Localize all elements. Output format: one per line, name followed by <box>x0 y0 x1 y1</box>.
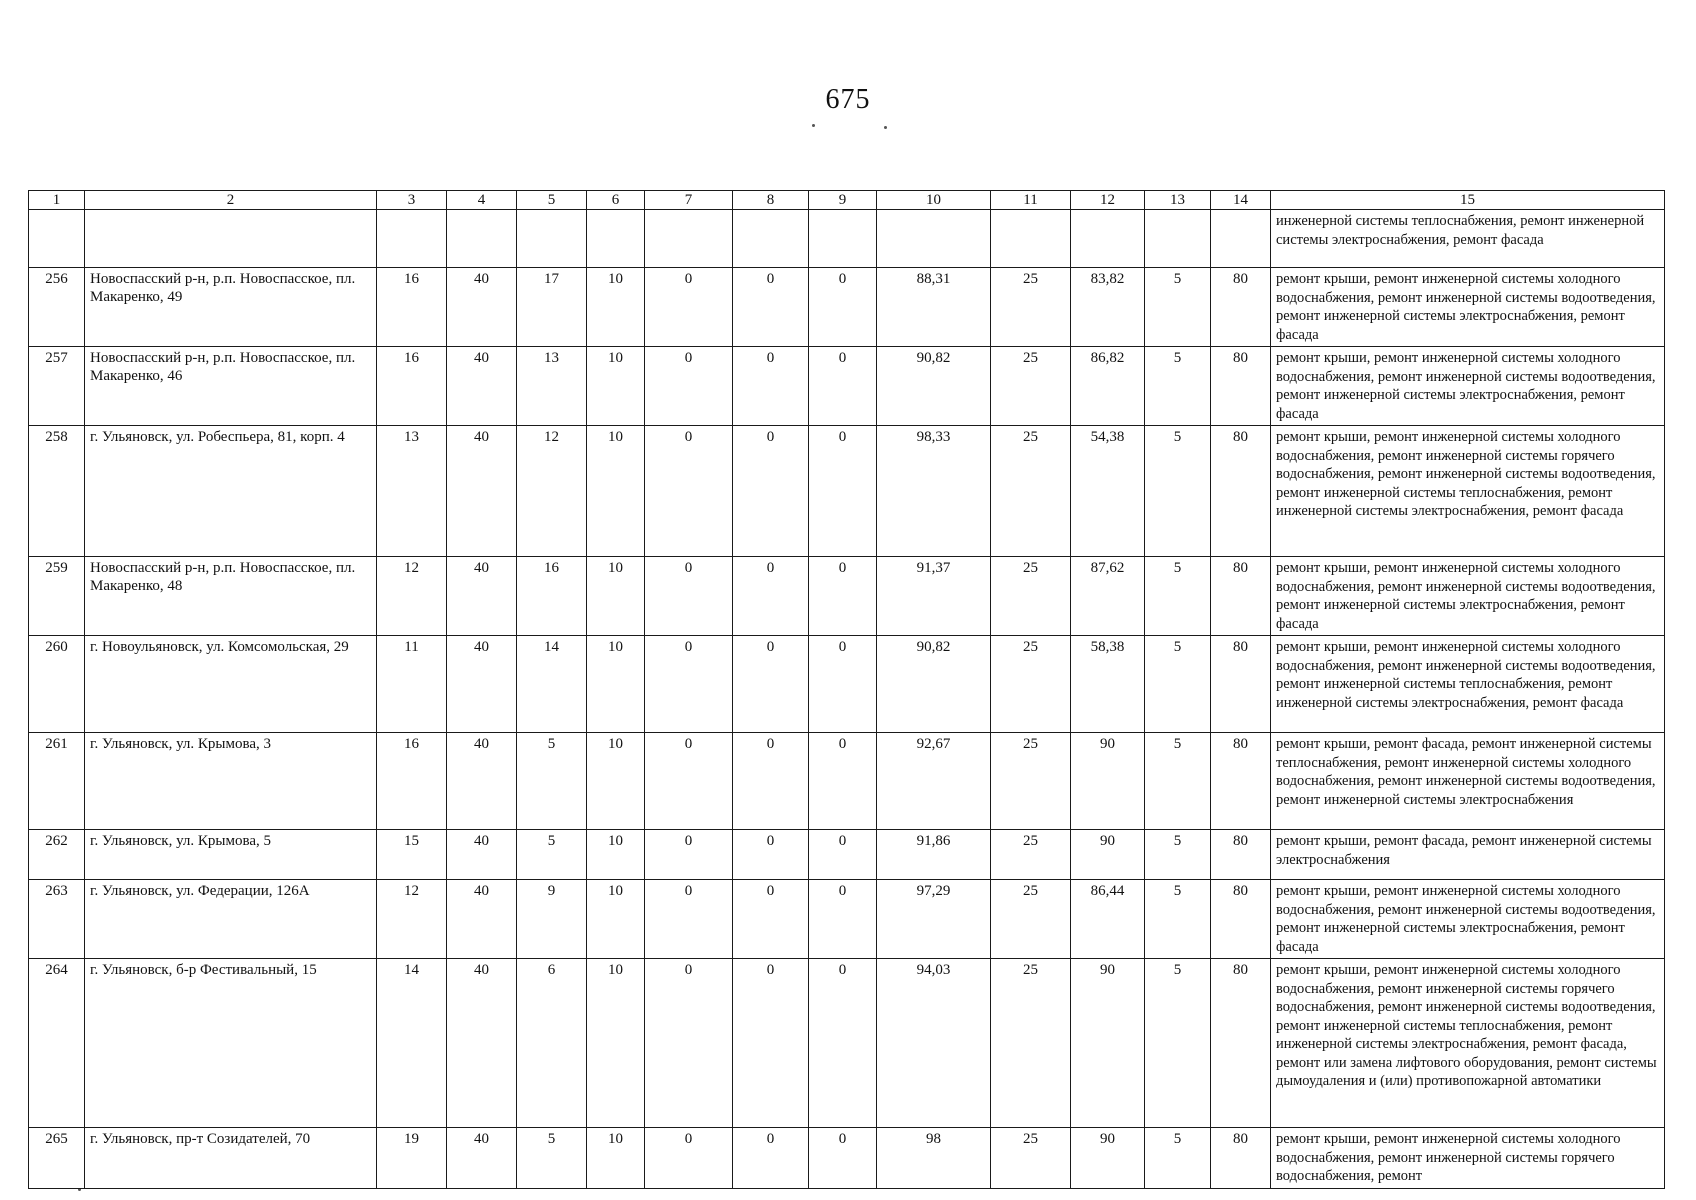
value-cell-col-13 <box>1145 210 1211 268</box>
column-header: 4 <box>447 191 517 210</box>
works-list-cell: ремонт крыши, ремонт инженерной системы холодного водоснабжения, ремонт инженерной системы водоотведения, ремонт инженерной системы электроснабжения, ремонт фасада <box>1271 557 1665 636</box>
value-cell-col-11: 25 <box>991 830 1071 880</box>
value-cell-col-14: 80 <box>1211 426 1271 557</box>
value-cell-col-6: 10 <box>587 880 645 959</box>
column-header: 10 <box>877 191 991 210</box>
value-cell-col-3: 12 <box>377 557 447 636</box>
scan-speck <box>812 124 815 127</box>
value-cell-col-4: 40 <box>447 347 517 426</box>
works-list-cell: ремонт крыши, ремонт инженерной системы холодного водоснабжения, ремонт инженерной системы горячего водоснабжения, ремонт инженерной системы водоотведения, ремонт инженерной системы теплоснабжения, ремонт инженерной системы электроснабжения, ремонт фасада <box>1271 426 1665 557</box>
table-row <box>29 636 1665 733</box>
value-cell-col-3: 12 <box>377 880 447 959</box>
value-cell-col-13: 5 <box>1145 733 1211 830</box>
value-cell-col-8: 0 <box>733 426 809 557</box>
value-cell-col-8: 0 <box>733 557 809 636</box>
address-cell: г. Ульяновск, б-р Фестивальный, 15 <box>85 959 377 1128</box>
value-cell-col-3: 19 <box>377 1128 447 1189</box>
value-cell-col-14: 80 <box>1211 830 1271 880</box>
value-cell-col-11: 25 <box>991 1128 1071 1189</box>
value-cell-col-7 <box>645 210 733 268</box>
value-cell-col-14: 80 <box>1211 1128 1271 1189</box>
scan-speck <box>884 126 887 129</box>
value-cell-col-4: 40 <box>447 959 517 1128</box>
value-cell-col-11: 25 <box>991 733 1071 830</box>
column-header: 5 <box>517 191 587 210</box>
value-cell-col-6: 10 <box>587 268 645 347</box>
row-number-cell <box>29 210 85 268</box>
value-cell-col-5: 14 <box>517 636 587 733</box>
value-cell-col-13: 5 <box>1145 636 1211 733</box>
value-cell-col-14: 80 <box>1211 557 1271 636</box>
value-cell-col-9 <box>809 210 877 268</box>
value-cell-col-12 <box>1071 210 1145 268</box>
value-cell-col-10 <box>877 210 991 268</box>
value-cell-col-13: 5 <box>1145 959 1211 1128</box>
value-cell-col-7: 0 <box>645 268 733 347</box>
works-list-cell: ремонт крыши, ремонт инженерной системы холодного водоснабжения, ремонт инженерной системы горячего водоснабжения, ремонт <box>1271 1128 1665 1189</box>
value-cell-col-8: 0 <box>733 959 809 1128</box>
value-cell-col-13: 5 <box>1145 1128 1211 1189</box>
address-cell: Новоспасский р-н, р.п. Новоспасское, пл. Макаренко, 48 <box>85 557 377 636</box>
address-cell: Новоспасский р-н, р.п. Новоспасское, пл. Макаренко, 46 <box>85 347 377 426</box>
value-cell-col-4: 40 <box>447 426 517 557</box>
value-cell-col-12: 54,38 <box>1071 426 1145 557</box>
value-cell-col-6: 10 <box>587 1128 645 1189</box>
value-cell-col-10: 91,37 <box>877 557 991 636</box>
value-cell-col-9: 0 <box>809 268 877 347</box>
value-cell-col-10: 90,82 <box>877 347 991 426</box>
value-cell-col-6: 10 <box>587 830 645 880</box>
value-cell-col-10: 90,82 <box>877 636 991 733</box>
value-cell-col-13: 5 <box>1145 347 1211 426</box>
value-cell-col-8: 0 <box>733 733 809 830</box>
value-cell-col-10: 97,29 <box>877 880 991 959</box>
value-cell-col-6: 10 <box>587 426 645 557</box>
value-cell-col-8: 0 <box>733 636 809 733</box>
value-cell-col-5: 5 <box>517 733 587 830</box>
value-cell-col-3: 15 <box>377 830 447 880</box>
value-cell-col-12: 86,82 <box>1071 347 1145 426</box>
value-cell-col-8: 0 <box>733 880 809 959</box>
value-cell-col-10: 94,03 <box>877 959 991 1128</box>
table-row <box>29 426 1665 557</box>
value-cell-col-12: 83,82 <box>1071 268 1145 347</box>
address-cell: г. Новоульяновск, ул. Комсомольская, 29 <box>85 636 377 733</box>
table-row <box>29 880 1665 959</box>
works-list-cell: ремонт крыши, ремонт инженерной системы холодного водоснабжения, ремонт инженерной системы водоотведения, ремонт инженерной системы электроснабжения, ремонт фасада <box>1271 347 1665 426</box>
table-row <box>29 557 1665 636</box>
value-cell-col-6: 10 <box>587 347 645 426</box>
address-cell: г. Ульяновск, пр-т Созидателей, 70 <box>85 1128 377 1189</box>
value-cell-col-12: 90 <box>1071 959 1145 1128</box>
value-cell-col-10: 91,86 <box>877 830 991 880</box>
value-cell-col-6 <box>587 210 645 268</box>
value-cell-col-9: 0 <box>809 830 877 880</box>
column-header: 1 <box>29 191 85 210</box>
value-cell-col-14: 80 <box>1211 880 1271 959</box>
value-cell-col-12: 90 <box>1071 1128 1145 1189</box>
value-cell-col-5: 16 <box>517 557 587 636</box>
value-cell-col-3: 14 <box>377 959 447 1128</box>
value-cell-col-11: 25 <box>991 268 1071 347</box>
value-cell-col-4: 40 <box>447 268 517 347</box>
table-row <box>29 268 1665 347</box>
value-cell-col-10: 98,33 <box>877 426 991 557</box>
value-cell-col-9: 0 <box>809 1128 877 1189</box>
works-list-cell: ремонт крыши, ремонт инженерной системы холодного водоснабжения, ремонт инженерной системы водоотведения, ремонт инженерной системы электроснабжения, ремонт фасада <box>1271 268 1665 347</box>
page-number: 675 <box>825 84 871 115</box>
works-list-cell: ремонт крыши, ремонт инженерной системы холодного водоснабжения, ремонт инженерной системы водоотведения, ремонт инженерной системы теплоснабжения, ремонт инженерной системы электроснабжения, ремонт фасада <box>1271 636 1665 733</box>
value-cell-col-4: 40 <box>447 636 517 733</box>
column-header: 15 <box>1271 191 1665 210</box>
value-cell-col-9: 0 <box>809 426 877 557</box>
value-cell-col-11: 25 <box>991 959 1071 1128</box>
value-cell-col-13: 5 <box>1145 557 1211 636</box>
value-cell-col-5: 17 <box>517 268 587 347</box>
value-cell-col-8 <box>733 210 809 268</box>
value-cell-col-8: 0 <box>733 268 809 347</box>
row-number-cell: 258 <box>29 426 85 557</box>
column-header: 2 <box>85 191 377 210</box>
data-table <box>28 190 1665 1189</box>
value-cell-col-9: 0 <box>809 959 877 1128</box>
table-row <box>29 1128 1665 1189</box>
value-cell-col-7: 0 <box>645 347 733 426</box>
column-header: 7 <box>645 191 733 210</box>
value-cell-col-7: 0 <box>645 636 733 733</box>
value-cell-col-7: 0 <box>645 880 733 959</box>
value-cell-col-4: 40 <box>447 830 517 880</box>
value-cell-col-12: 58,38 <box>1071 636 1145 733</box>
column-header: 9 <box>809 191 877 210</box>
address-cell: г. Ульяновск, ул. Крымова, 5 <box>85 830 377 880</box>
value-cell-col-7: 0 <box>645 426 733 557</box>
value-cell-col-3: 13 <box>377 426 447 557</box>
works-list-cell: ремонт крыши, ремонт фасада, ремонт инженерной системы теплоснабжения, ремонт инженерной системы холодного водоснабжения, ремонт инженерной системы водоотведения, ремонт инженерной системы электроснабжения <box>1271 733 1665 830</box>
value-cell-col-5: 6 <box>517 959 587 1128</box>
value-cell-col-10: 92,67 <box>877 733 991 830</box>
value-cell-col-6: 10 <box>587 557 645 636</box>
value-cell-col-4: 40 <box>447 880 517 959</box>
value-cell-col-11: 25 <box>991 557 1071 636</box>
value-cell-col-13: 5 <box>1145 426 1211 557</box>
row-number-cell: 264 <box>29 959 85 1128</box>
column-header: 6 <box>587 191 645 210</box>
column-header: 3 <box>377 191 447 210</box>
value-cell-col-13: 5 <box>1145 880 1211 959</box>
column-header: 11 <box>991 191 1071 210</box>
row-number-cell: 263 <box>29 880 85 959</box>
value-cell-col-3: 16 <box>377 733 447 830</box>
value-cell-col-6: 10 <box>587 959 645 1128</box>
value-cell-col-11 <box>991 210 1071 268</box>
value-cell-col-12: 90 <box>1071 830 1145 880</box>
row-number-cell: 262 <box>29 830 85 880</box>
address-cell: г. Ульяновск, ул. Крымова, 3 <box>85 733 377 830</box>
value-cell-col-3: 16 <box>377 347 447 426</box>
row-number-cell: 261 <box>29 733 85 830</box>
value-cell-col-9: 0 <box>809 347 877 426</box>
value-cell-col-3 <box>377 210 447 268</box>
value-cell-col-7: 0 <box>645 959 733 1128</box>
address-cell: г. Ульяновск, ул. Федерации, 126А <box>85 880 377 959</box>
value-cell-col-14: 80 <box>1211 733 1271 830</box>
column-header: 8 <box>733 191 809 210</box>
value-cell-col-11: 25 <box>991 880 1071 959</box>
value-cell-col-4: 40 <box>447 1128 517 1189</box>
table-row <box>29 959 1665 1128</box>
value-cell-col-5: 5 <box>517 830 587 880</box>
value-cell-col-5: 9 <box>517 880 587 959</box>
value-cell-col-12: 90 <box>1071 733 1145 830</box>
value-cell-col-5: 12 <box>517 426 587 557</box>
value-cell-col-13: 5 <box>1145 830 1211 880</box>
value-cell-col-11: 25 <box>991 426 1071 557</box>
value-cell-col-5: 5 <box>517 1128 587 1189</box>
address-cell: г. Ульяновск, ул. Робеспьера, 81, корп. 4 <box>85 426 377 557</box>
value-cell-col-6: 10 <box>587 636 645 733</box>
value-cell-col-7: 0 <box>645 830 733 880</box>
row-number-cell: 259 <box>29 557 85 636</box>
value-cell-col-14: 80 <box>1211 347 1271 426</box>
value-cell-col-6: 10 <box>587 733 645 830</box>
value-cell-col-9: 0 <box>809 636 877 733</box>
works-list-cell: ремонт крыши, ремонт инженерной системы холодного водоснабжения, ремонт инженерной системы водоотведения, ремонт инженерной системы электроснабжения, ремонт фасада <box>1271 880 1665 959</box>
value-cell-col-11: 25 <box>991 636 1071 733</box>
table-row <box>29 210 1665 268</box>
row-number-cell: 256 <box>29 268 85 347</box>
column-number-row <box>29 191 1665 210</box>
value-cell-col-4: 40 <box>447 557 517 636</box>
column-header: 13 <box>1145 191 1211 210</box>
value-cell-col-14: 80 <box>1211 636 1271 733</box>
value-cell-col-13: 5 <box>1145 268 1211 347</box>
column-header: 14 <box>1211 191 1271 210</box>
address-cell: Новоспасский р-н, р.п. Новоспасское, пл. Макаренко, 49 <box>85 268 377 347</box>
value-cell-col-5: 13 <box>517 347 587 426</box>
value-cell-col-9: 0 <box>809 733 877 830</box>
table-row <box>29 830 1665 880</box>
row-number-cell: 260 <box>29 636 85 733</box>
value-cell-col-4: 40 <box>447 733 517 830</box>
value-cell-col-4 <box>447 210 517 268</box>
value-cell-col-7: 0 <box>645 1128 733 1189</box>
value-cell-col-8: 0 <box>733 1128 809 1189</box>
column-header: 12 <box>1071 191 1145 210</box>
value-cell-col-14 <box>1211 210 1271 268</box>
value-cell-col-8: 0 <box>733 347 809 426</box>
value-cell-col-5 <box>517 210 587 268</box>
value-cell-col-14: 80 <box>1211 268 1271 347</box>
value-cell-col-3: 16 <box>377 268 447 347</box>
table-row <box>29 733 1665 830</box>
value-cell-col-7: 0 <box>645 733 733 830</box>
value-cell-col-12: 86,44 <box>1071 880 1145 959</box>
value-cell-col-10: 88,31 <box>877 268 991 347</box>
row-number-cell: 265 <box>29 1128 85 1189</box>
address-cell <box>85 210 377 268</box>
value-cell-col-9: 0 <box>809 557 877 636</box>
row-number-cell: 257 <box>29 347 85 426</box>
value-cell-col-10: 98 <box>877 1128 991 1189</box>
value-cell-col-9: 0 <box>809 880 877 959</box>
value-cell-col-3: 11 <box>377 636 447 733</box>
value-cell-col-11: 25 <box>991 347 1071 426</box>
table-row <box>29 347 1665 426</box>
works-list-cell: ремонт крыши, ремонт инженерной системы холодного водоснабжения, ремонт инженерной системы горячего водоснабжения, ремонт инженерной системы водоотведения, ремонт инженерной системы теплоснабжения, ремонт инженерной системы электроснабжения, ремонт фасада, ремонт или замена лифтового оборудования, ремонт системы дымоудаления и (или) противопожарной автоматики <box>1271 959 1665 1128</box>
value-cell-col-12: 87,62 <box>1071 557 1145 636</box>
works-list-cell: инженерной системы теплоснабжения, ремонт инженерной системы электроснабжения, ремонт фасада <box>1271 210 1665 268</box>
works-list-cell: ремонт крыши, ремонт фасада, ремонт инженерной системы электроснабжения <box>1271 830 1665 880</box>
value-cell-col-14: 80 <box>1211 959 1271 1128</box>
value-cell-col-7: 0 <box>645 557 733 636</box>
value-cell-col-8: 0 <box>733 830 809 880</box>
